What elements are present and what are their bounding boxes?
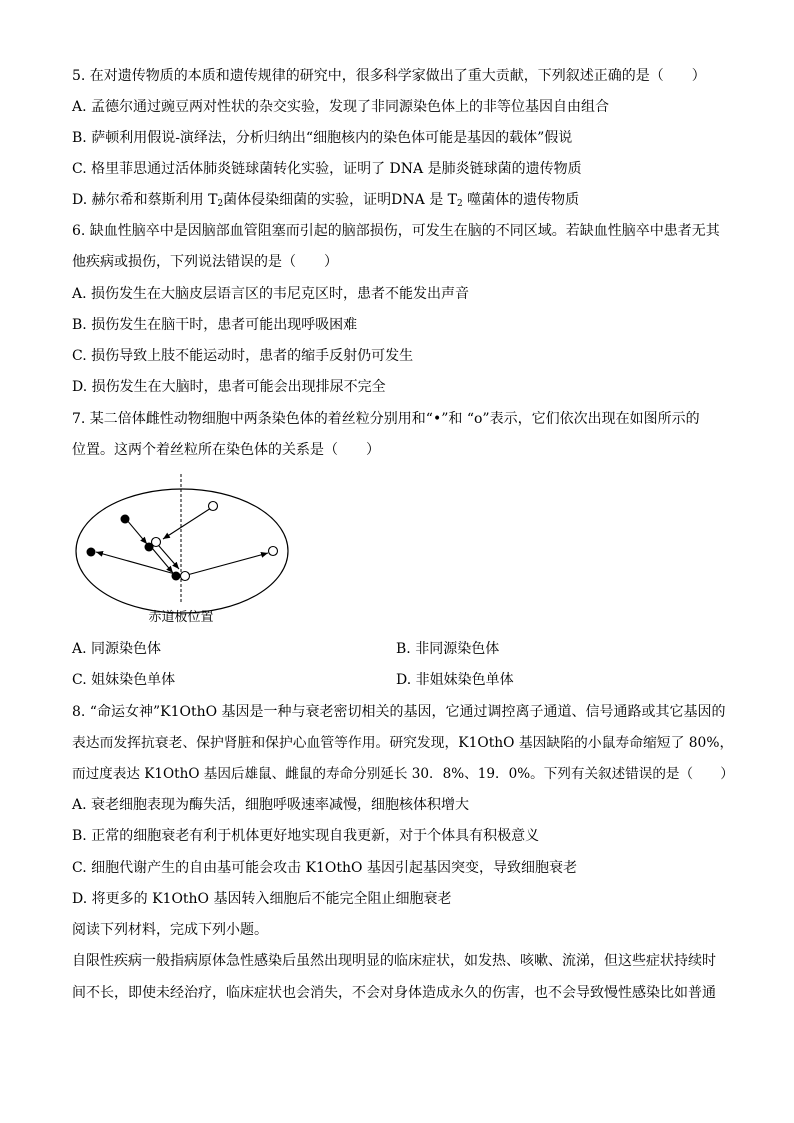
q5-option-d-part2: 菌体侵染细菌的实验，证明DNA 是 T (223, 192, 457, 208)
reading-intro: 阅读下列材料，完成下列小题。 (72, 922, 268, 938)
filled-centromere-4 (87, 548, 96, 557)
q5-option-b: B. 萨顿利用假说-演绎法，分析归纳出“细胞核内的染色体可能是基因的载体”假说 (72, 130, 573, 146)
q8-option-c: C. 细胞代谢产生的自由基可能会攻击 K1OthO 基因引起基因突变，导致细胞衰老 (72, 860, 577, 876)
q7-option-d: D. 非姐妹染色单体 (396, 672, 514, 688)
filled-path-arrow-2 (152, 548, 173, 573)
q8-stem-line3: 而过度表达 K1OthO 基因后雄鼠、雌鼠的寿命分别延长 30．8%、19．0%。下列有关叙述错误的是（ ） (72, 766, 734, 782)
q5-option-d-part3: 噬菌体的遗传物质 (462, 192, 580, 208)
q5-option-d-part1: D. 赫尔希和蔡斯利用 T (72, 192, 218, 208)
q6-option-b: B. 损伤发生在脑干时，患者可能出现呼吸困难 (72, 317, 358, 333)
q8-option-b: B. 正常的细胞衰老有利于机体更好地实现自我更新，对于个体具有积极意义 (72, 828, 540, 844)
q5-option-d-subscript1: 2 (217, 199, 224, 209)
hollow-centromere-3 (181, 572, 190, 581)
reading-paragraph-line1: 自限性疾病一般指病原体急性感染后虽然出现明显的临床症状，如发热、咳嗽、流涕，但这些症状持续时 (72, 953, 716, 969)
q7-stem-line2: 位置。这两个着丝粒所在染色体的关系是（ ） (72, 442, 380, 458)
q7-stem-line1: 7. 某二倍体雌性动物细胞中两条染色体的着丝粒分别用和“•”和 “o”表示，它们依次出现在如图所示的 (72, 411, 700, 427)
q7-option-b: B. 非同源染色体 (396, 641, 500, 657)
q6-option-c: C. 损伤导致上肢不能运动时，患者的缩手反射仍可发生 (72, 348, 414, 364)
q6-option-d: D. 损伤发生在大脑时，患者可能会出现排尿不完全 (72, 379, 386, 395)
hollow-path-arrow-2 (159, 546, 179, 569)
chromosome-diagram (72, 470, 302, 630)
q6-option-a: A. 损伤发生在大脑皮层语言区的韦尼克区时，患者不能发出声音 (72, 286, 470, 302)
hollow-path-arrow-3 (187, 553, 268, 575)
q8-option-d: D. 将更多的 K1OthO 基因转入细胞后不能完全阻止细胞衰老 (72, 891, 452, 907)
q6-stem-line2: 他疾病或损伤，下列说法错误的是（ ） (72, 254, 338, 270)
hollow-centromere-1 (209, 502, 218, 511)
q5-stem: 5. 在对遗传物质的本质和遗传规律的研究中，很多科学家做出了重大贡献，下列叙述正确的是（ ） (72, 68, 706, 84)
hollow-centromere-2 (152, 538, 161, 547)
cell-outline (76, 489, 288, 613)
filled-centromere-3 (172, 572, 181, 581)
q8-stem-line2: 表达而发挥抗衰老、保护肾脏和保护心血管等作用。研究发现，K1OthO 基因缺陷的小鼠寿命缩短了 80%， (72, 735, 734, 751)
filled-centromere-1 (121, 515, 130, 524)
q8-option-a: A. 衰老细胞表现为酶失活，细胞呼吸速率减慢，细胞核体积增大 (72, 797, 470, 813)
filled-path-arrow-1 (126, 519, 147, 544)
equatorial-plate-caption: 赤道板位置 (148, 610, 214, 625)
q5-option-c: C. 格里菲思通过活体肺炎链球菌转化实验，证明了 DNA 是肺炎链球菌的遗传物质 (72, 161, 582, 177)
q5-option-a: A. 孟德尔通过豌豆两对性状的杂交实验，发现了非同源染色体上的非等位基因自由组合 (72, 99, 610, 115)
q6-stem-line1: 6. 缺血性脑卒中是因脑部血管阻塞而引起的脑部损伤，可发生在脑的不同区域。若缺血性脑卒中患者无其 (72, 223, 720, 239)
hollow-path-arrow-1 (163, 508, 211, 539)
q5-option-d (72, 190, 579, 210)
q7-option-a: A. 同源染色体 (72, 641, 162, 657)
q5-option-d-subscript2: 2 (456, 199, 463, 209)
q7-option-c: C. 姐妹染色单体 (72, 672, 176, 688)
q8-stem-line1: 8. “命运女神”K1OthO 基因是一种与衰老密切相关的基因，它通过调控离子通道、信号通路或其它基因的 (72, 704, 726, 720)
hollow-centromere-4 (269, 547, 278, 556)
filled-path-arrow-3 (96, 552, 175, 574)
reading-paragraph-line2: 间不长，即使未经治疗，临床症状也会消失，不会对身体造成永久的伤害，也不会导致慢性感染比如普通 (72, 985, 716, 1001)
